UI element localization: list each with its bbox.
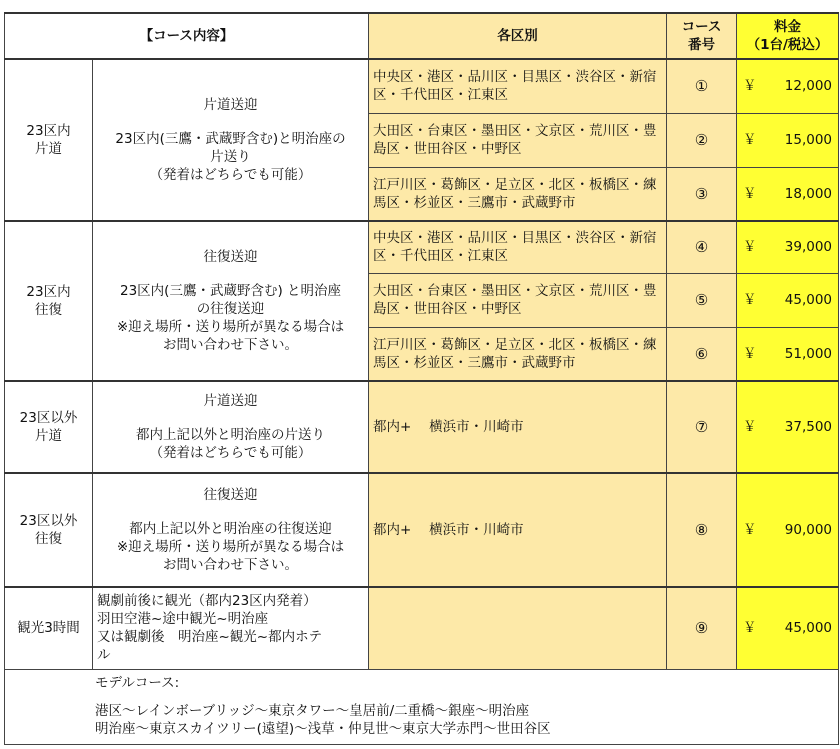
header-price: 料金 （1台/税込） bbox=[737, 13, 839, 59]
course-description: 往復送迎 23区内(三鷹・武蔵野含む) と明治座 の往復送迎 ※迎え場所・送り場所が異なる場合は お問い合わせ下さい。 bbox=[93, 221, 369, 381]
category-cell: 23区内 往復 bbox=[5, 221, 93, 381]
model-course-row bbox=[5, 669, 839, 744]
price-cell: ￥ 37,500 bbox=[737, 381, 839, 473]
table-row bbox=[5, 587, 839, 669]
table-row bbox=[5, 473, 839, 587]
course-description: 往復送迎 都内上記以外と明治座の往復送迎 ※迎え場所・送り場所が異なる場合は お問い合わせ下さい。 bbox=[93, 473, 369, 587]
course-number: ④ bbox=[667, 221, 737, 273]
price-cell: ￥ 45,000 bbox=[737, 273, 839, 327]
course-description: 片道送迎 23区内(三鷹・武蔵野含む)と明治座の 片送り （発着はどちらでも可能） bbox=[93, 59, 369, 221]
course-number: ⑨ bbox=[667, 587, 737, 669]
course-number: ② bbox=[667, 113, 737, 167]
area-list: 中央区・港区・品川区・目黒区・渋谷区・新宿区・千代田区・江東区 bbox=[369, 59, 667, 113]
area-list: 中央区・港区・品川区・目黒区・渋谷区・新宿区・千代田区・江東区 bbox=[369, 221, 667, 273]
category-cell: 23区内 片道 bbox=[5, 59, 93, 221]
area-list: 江戸川区・葛飾区・足立区・北区・板橋区・練馬区・杉並区・三鷹市・武蔵野市 bbox=[369, 167, 667, 221]
price-cell: ￥ 45,000 bbox=[737, 587, 839, 669]
price-cell: ￥ 51,000 bbox=[737, 327, 839, 381]
category-cell: 23区以外 往復 bbox=[5, 473, 93, 587]
area-list bbox=[369, 587, 667, 669]
table-row bbox=[5, 221, 839, 273]
model-course-line: 港区～レインボーブリッジ～東京タワー～皇居前/二重橋～銀座～明治座 bbox=[95, 702, 530, 719]
header-row bbox=[5, 13, 839, 59]
price-cell: ￥ 90,000 bbox=[737, 473, 839, 587]
course-number: ⑦ bbox=[667, 381, 737, 473]
course-number: ⑥ bbox=[667, 327, 737, 381]
course-number: ⑧ bbox=[667, 473, 737, 587]
course-description: 観劇前後に観光（都内23区内発着） 羽田空港~途中観光~明治座 又は観劇後 明治座~観光~都内ホテ ル bbox=[93, 587, 369, 669]
course-description: 片道送迎 都内上記以外と明治座の片送り （発着はどちらでも可能） bbox=[93, 381, 369, 473]
table-row bbox=[5, 59, 839, 113]
course-price-table bbox=[4, 12, 839, 745]
header-area: 各区別 bbox=[369, 13, 667, 59]
area-list: 大田区・台東区・墨田区・文京区・荒川区・豊島区・世田谷区・中野区 bbox=[369, 113, 667, 167]
area-list: 都内+ 横浜市・川崎市 bbox=[369, 473, 667, 587]
category-cell: 23区以外 片道 bbox=[5, 381, 93, 473]
model-course-note bbox=[5, 669, 839, 744]
area-list: 江戸川区・葛飾区・足立区・北区・板橋区・練馬区・杉並区・三鷹市・武蔵野市 bbox=[369, 327, 667, 381]
area-list: 大田区・台東区・墨田区・文京区・荒川区・豊島区・世田谷区・中野区 bbox=[369, 273, 667, 327]
header-course-content: 【コース内容】 bbox=[5, 13, 369, 59]
course-number: ③ bbox=[667, 167, 737, 221]
model-course-line: 明治座～東京スカイツリー(遠望)～浅草・仲見世～東京大学赤門～世田谷区 bbox=[95, 720, 551, 737]
course-number: ① bbox=[667, 59, 737, 113]
area-list: 都内+ 横浜市・川崎市 bbox=[369, 381, 667, 473]
price-cell: ￥ 18,000 bbox=[737, 167, 839, 221]
price-cell: ￥ 39,000 bbox=[737, 221, 839, 273]
model-course-label: モデルコース: bbox=[95, 674, 180, 691]
price-cell: ￥ 15,000 bbox=[737, 113, 839, 167]
course-number: ⑤ bbox=[667, 273, 737, 327]
table-row bbox=[5, 381, 839, 473]
header-course-no: コース 番号 bbox=[667, 13, 737, 59]
price-cell: ￥ 12,000 bbox=[737, 59, 839, 113]
category-cell: 観光3時間 bbox=[5, 587, 93, 669]
